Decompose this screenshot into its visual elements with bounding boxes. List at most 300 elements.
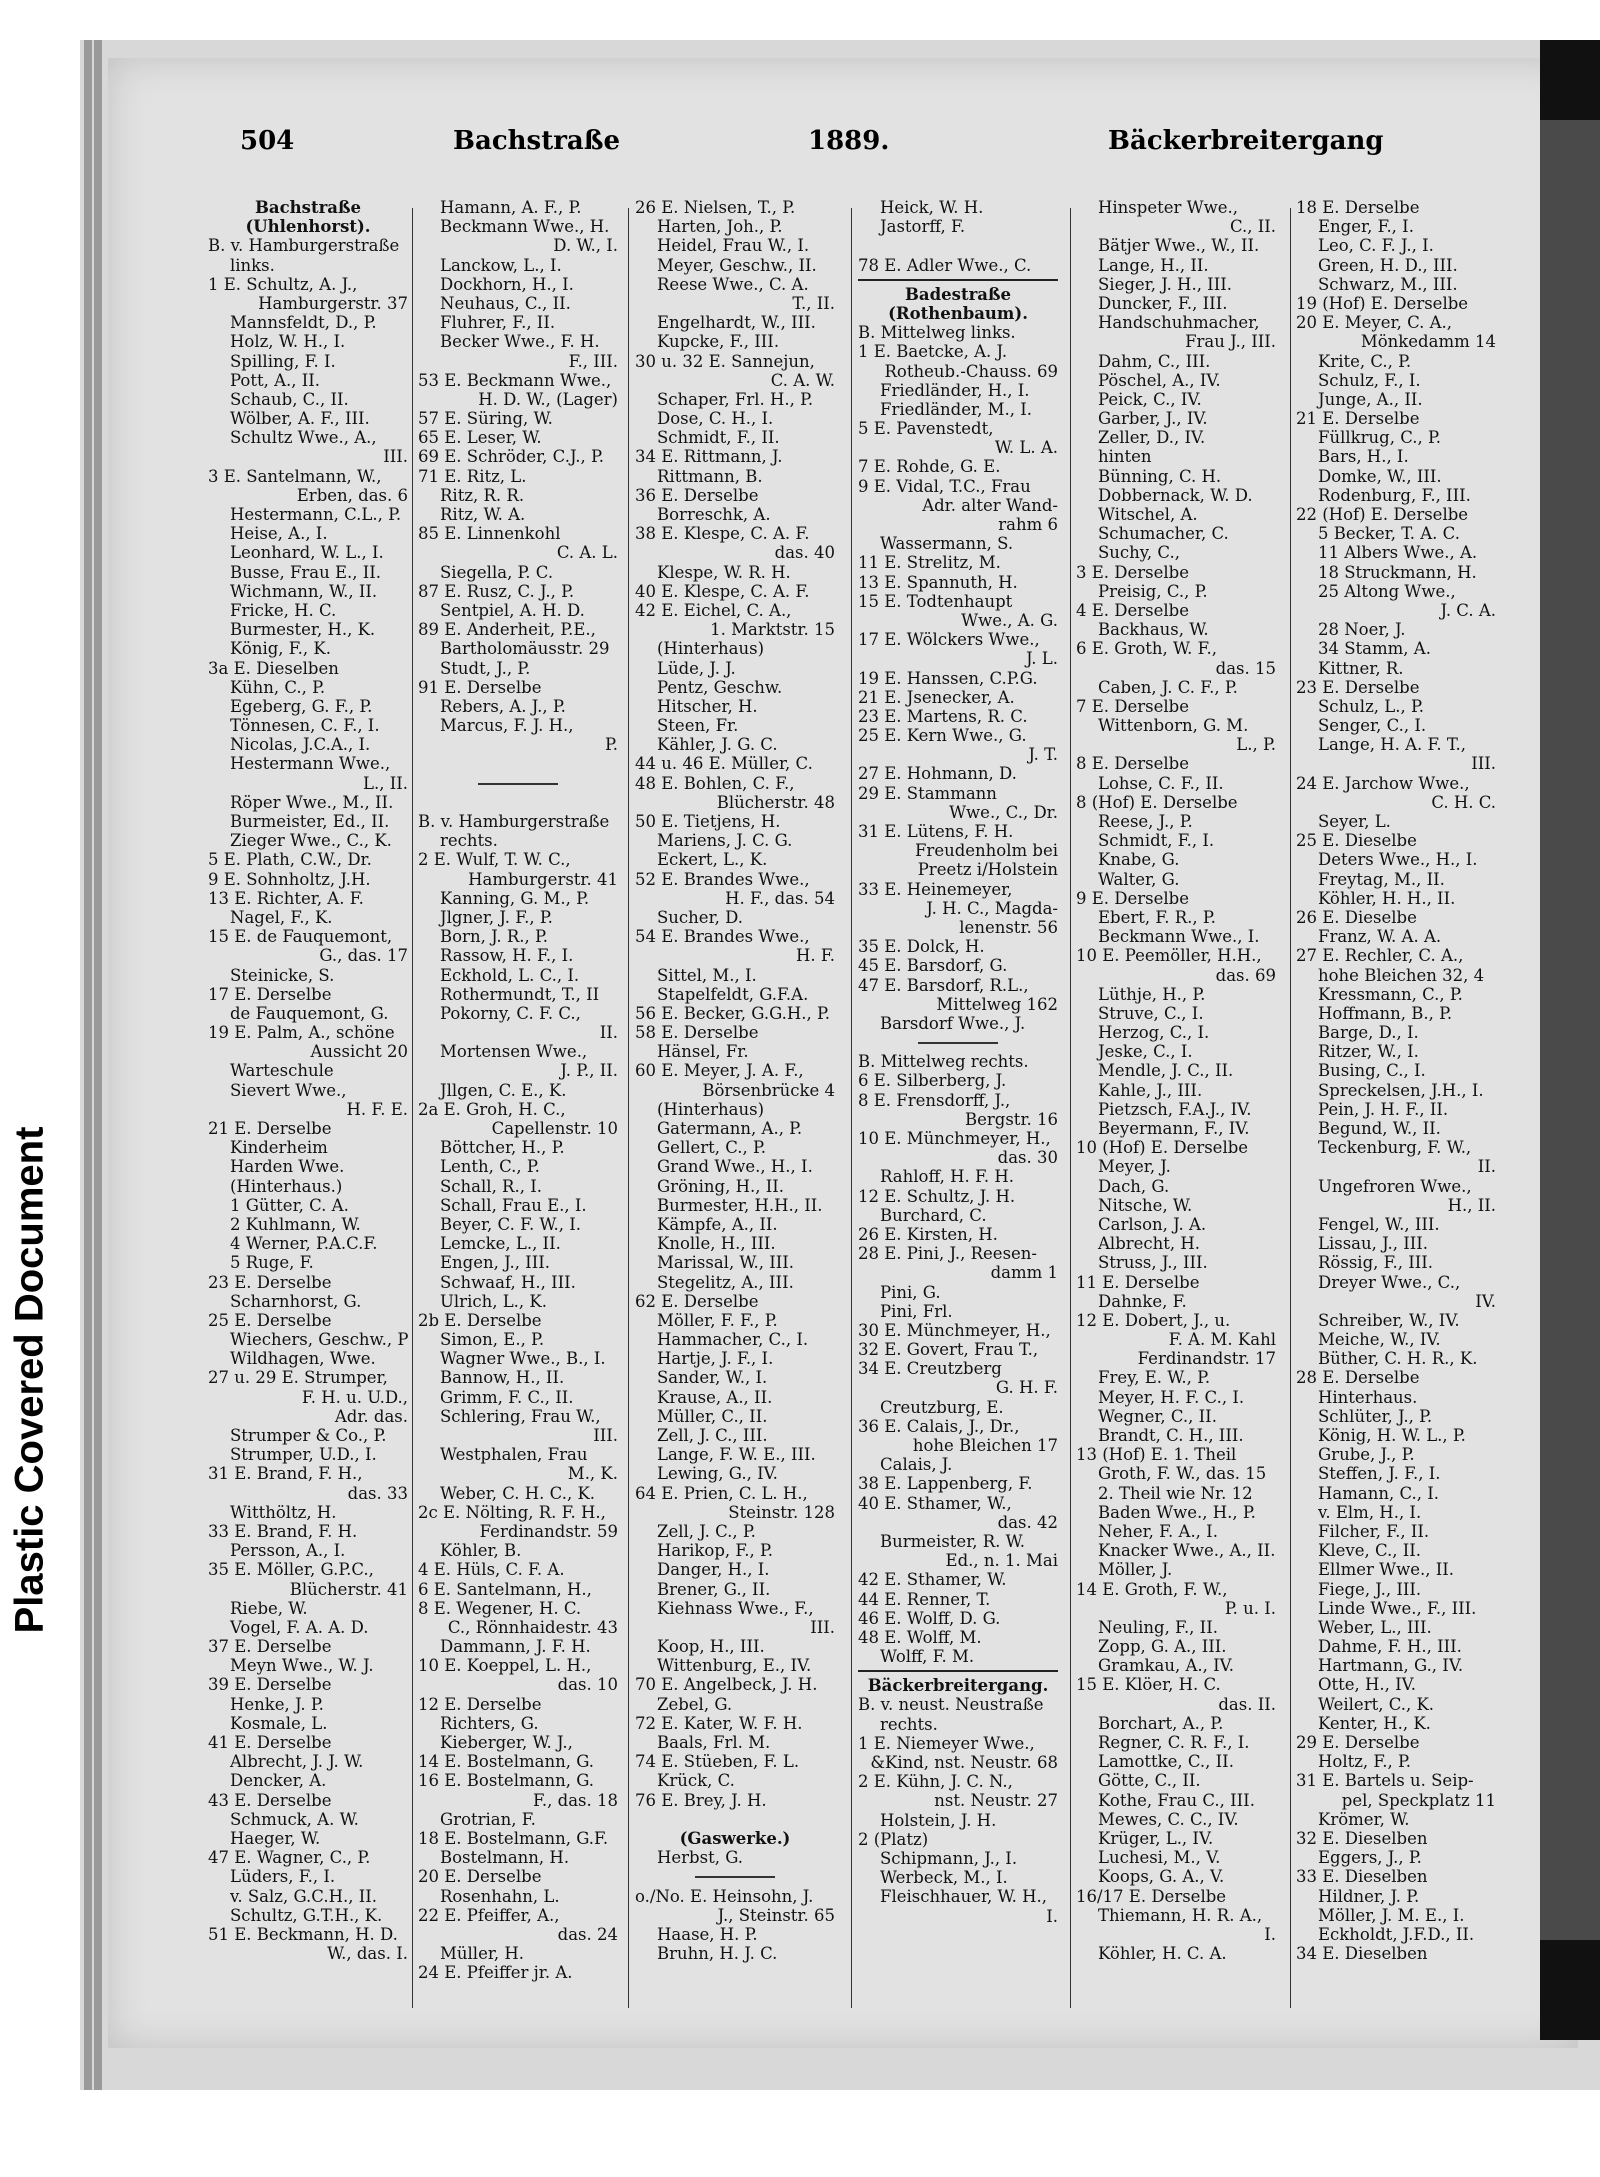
directory-line: Weber, C. H. C., K.: [440, 1483, 596, 1503]
directory-line: 78 E. Adler Wwe., C.: [858, 255, 1032, 275]
directory-line: Albrecht, H.: [1098, 1234, 1201, 1254]
directory-line: 34 E. Creutzberg: [858, 1359, 1002, 1379]
directory-line: 6 E. Silberberg, J.: [858, 1071, 1007, 1091]
directory-line: Dahme, F. H., III.: [1318, 1637, 1462, 1657]
directory-line: Krause, A., II.: [657, 1387, 773, 1407]
directory-line: Grotrian, F.: [440, 1809, 536, 1829]
directory-line: Otte, H., IV.: [1318, 1675, 1416, 1695]
directory-line: 29 E. Derselbe: [1296, 1733, 1420, 1752]
directory-line: Grube, J., P.: [1318, 1445, 1415, 1465]
section-divider: [858, 275, 1058, 285]
directory-line: Eckholdt, J.F.D., II.: [1318, 1924, 1475, 1944]
directory-line: Beckmann Wwe., H.: [440, 217, 610, 237]
directory-line: Stapelfeldt, G.F.A.: [657, 984, 809, 1004]
page-edge: [84, 40, 92, 2090]
directory-line: Blücherstr. 41: [289, 1579, 408, 1599]
directory-line: Lewing, G., IV.: [657, 1464, 778, 1484]
directory-line: Filcher, F., II.: [1318, 1521, 1430, 1541]
directory-line: &Kind, nst. Neustr. 68: [870, 1753, 1058, 1772]
directory-line: lenenstr. 56: [959, 917, 1058, 937]
directory-line: Schultz, G.T.H., K.: [230, 1905, 383, 1925]
directory-line: Brener, G., II.: [657, 1579, 771, 1599]
directory-line: Ed., n. 1. Mai: [945, 1551, 1058, 1571]
directory-line: J. T.: [1028, 745, 1058, 765]
directory-line: 3 E. Derselbe: [1076, 562, 1189, 582]
directory-line: 2. Theil wie Nr. 12: [1098, 1483, 1253, 1503]
directory-line: Jlgner, J. F., P.: [440, 907, 553, 927]
directory-line: Wildhagen, Wwe.: [230, 1349, 376, 1369]
directory-line: Hestermann Wwe.,: [230, 754, 391, 774]
directory-line: Steinicke, S.: [230, 965, 335, 985]
directory-line: Bars, H., I.: [1318, 447, 1409, 467]
directory-line: 42 E. Sthamer, W.: [858, 1570, 1007, 1590]
directory-line: 48 E. Wolff, M.: [858, 1627, 982, 1647]
directory-line: 10 E. Münchmeyer, H.,: [858, 1129, 1051, 1148]
directory-line: Strumper & Co., P.: [230, 1426, 387, 1445]
directory-line: hinten: [1098, 447, 1152, 467]
directory-line: 71 E. Ritz, L.: [418, 466, 527, 486]
directory-line: Dahm, C., III.: [1098, 351, 1211, 371]
directory-line: 51 E. Beckmann, H. D.: [208, 1924, 398, 1944]
directory-line: Bergstr. 16: [965, 1109, 1058, 1129]
directory-line: Ulrich, L., K.: [440, 1291, 547, 1311]
directory-line: 52 E. Brandes Wwe.,: [635, 869, 810, 889]
directory-line: 27 E. Rechler, C. A.,: [1296, 946, 1464, 966]
directory-line: Schall, R., I.: [440, 1176, 542, 1196]
directory-line: Möller, J. M. E., I.: [1318, 1905, 1465, 1925]
directory-line: 65 E. Leser, W.: [418, 428, 542, 448]
directory-line: I.: [1264, 1924, 1276, 1944]
directory-line: 1. Marktstr. 15: [710, 620, 835, 640]
directory-line: 89 E. Anderheit, P.E.,: [418, 620, 596, 640]
directory-line: Green, H. D., III.: [1318, 255, 1458, 275]
directory-line: Domke, W., III.: [1318, 466, 1442, 486]
directory-line: Freytag, M., II.: [1318, 869, 1445, 889]
directory-line: Krömer, W.: [1318, 1809, 1410, 1829]
scan-border: [1540, 40, 1600, 2040]
directory-line: 10 (Hof) E. Derselbe: [1076, 1138, 1249, 1158]
directory-line: Eggers, J., P.: [1318, 1848, 1422, 1868]
directory-line: J. P., II.: [560, 1061, 618, 1081]
directory-line: Reese Wwe., C. A.: [657, 274, 809, 294]
directory-line: Marcus, F. J. H.,: [440, 716, 574, 736]
directory-line: 60 E. Meyer, J. A. F.,: [635, 1061, 804, 1081]
directory-line: Dobbernack, W. D.: [1098, 485, 1253, 505]
directory-line: Fengel, W., III.: [1318, 1214, 1440, 1234]
directory-line: Zopp, G. A., III.: [1098, 1637, 1227, 1657]
directory-line: 24 E. Pfeiffer jr. A.: [418, 1963, 573, 1983]
directory-line: 19 (Hof) E. Derselbe: [1296, 293, 1469, 313]
directory-line: Bartholomäusstr. 29: [440, 639, 610, 659]
directory-line: 10 E. Peemöller, H.H.,: [1076, 946, 1262, 966]
directory-line: 7 E. Derselbe: [1076, 696, 1189, 716]
directory-line: (Hinterhaus): [657, 639, 765, 659]
directory-line: 29 E. Stammann: [858, 783, 997, 803]
directory-line: C. A. L.: [556, 543, 618, 563]
directory-line: 56 E. Becker, G.G.H., P.: [635, 1003, 831, 1023]
directory-line: Vogel, F. A. A. D.: [230, 1617, 369, 1637]
directory-line: 3a E. Dieselben: [208, 658, 339, 678]
directory-line: B. v. Hamburgerstraße: [418, 812, 610, 831]
directory-column-4: [858, 198, 1058, 1926]
directory-line: 15 E. Todtenhaupt: [858, 591, 1013, 611]
directory-line: Ritzer, W., I.: [1318, 1042, 1419, 1062]
directory-line: Schmidt, F., I.: [1098, 831, 1215, 851]
directory-line: Hamann, A. F., P.: [440, 198, 582, 217]
directory-line: 14 E. Bostelmann, G.: [418, 1752, 595, 1772]
directory-line: 30 E. Münchmeyer, H.,: [858, 1320, 1051, 1340]
directory-line: 53 E. Beckmann Wwe.,: [418, 370, 612, 390]
directory-line: Heise, A., I.: [230, 524, 328, 544]
directory-line: F. H. u. U.D.,: [301, 1387, 408, 1407]
directory-line: C. A. W.: [770, 370, 835, 390]
directory-line: Zebel, G.: [657, 1694, 733, 1714]
directory-line: Hildner, J. P.: [1318, 1886, 1420, 1906]
directory-line: 30 u. 32 E. Sannejun,: [635, 351, 815, 371]
directory-line: Rothermundt, T., II: [440, 984, 600, 1004]
directory-line: Marissal, W., III.: [657, 1253, 795, 1273]
directory-line: Fleischhauer, W. H.,: [880, 1887, 1047, 1907]
directory-line: das. 40: [774, 543, 835, 563]
directory-line: P. u. I.: [1224, 1598, 1276, 1618]
directory-line: 31 E. Bartels u. Seip-: [1296, 1771, 1474, 1791]
directory-line: 8 E. Wegener, H. C.: [418, 1598, 582, 1618]
directory-line: Rodenburg, F., III.: [1318, 485, 1471, 505]
directory-line: 36 E. Calais, J., Dr.,: [858, 1416, 1020, 1436]
directory-line: Neuling, F., II.: [1098, 1617, 1218, 1637]
directory-line: 18 E. Derselbe: [1296, 198, 1420, 217]
directory-line: Carlson, J. A.: [1098, 1214, 1207, 1234]
directory-line: Calais, J.: [880, 1455, 953, 1475]
directory-line: 57 E. Süring, W.: [418, 409, 553, 429]
directory-line: B. Mittelweg rechts.: [858, 1052, 1029, 1072]
directory-line: Caben, J. C. F., P.: [1098, 677, 1238, 697]
directory-line: Studt, J., P.: [440, 658, 531, 678]
directory-line: 22 E. Pfeiffer, A.,: [418, 1905, 560, 1925]
directory-line: das. 24: [557, 1924, 618, 1944]
directory-line: Born, J. R., P.: [440, 927, 549, 947]
directory-line: Baals, Frl. M.: [657, 1733, 771, 1752]
directory-line: Pini, Frl.: [880, 1301, 953, 1321]
directory-line: Wagner Wwe., B., I.: [440, 1349, 606, 1369]
directory-line: Köhler, B.: [440, 1541, 522, 1561]
directory-line: H. F. E.: [346, 1099, 408, 1119]
directory-line: Grand Wwe., H., I.: [657, 1157, 813, 1177]
directory-line: Steen, Fr.: [657, 716, 739, 736]
directory-line: 12 E. Dobert, J., u.: [1076, 1310, 1231, 1330]
directory-line: Barsdorf Wwe., J.: [880, 1013, 1026, 1033]
directory-line: 69 E. Schröder, C.J., P.: [418, 447, 605, 467]
directory-line: 23 E. Derselbe: [208, 1272, 332, 1292]
directory-line: 16 E. Bostelmann, G.: [418, 1771, 595, 1791]
directory-line: Schlüter, J., P.: [1318, 1406, 1433, 1426]
directory-line: 2 E. Kühn, J. C. N.,: [858, 1772, 1013, 1792]
directory-line: Gatermann, A., P.: [657, 1119, 803, 1138]
directory-line: 19 E. Palm, A., schöne: [208, 1023, 395, 1043]
directory-line: Fluhrer, F., II.: [440, 313, 556, 333]
directory-line: Witschel, A.: [1098, 505, 1198, 524]
directory-line: Dockhorn, H., I.: [440, 274, 574, 294]
directory-line: Nitsche, W.: [1098, 1195, 1193, 1215]
directory-line: rahm 6: [998, 515, 1058, 534]
directory-line: Burmester, H.H., II.: [657, 1195, 823, 1215]
directory-line: Schmuck, A. W.: [230, 1809, 359, 1829]
directory-line: II.: [599, 1023, 618, 1043]
directory-line: 15 E. Klöer, H. C.: [1076, 1675, 1221, 1695]
directory-line: hohe Bleichen 17: [912, 1436, 1058, 1455]
directory-line: 23 E. Martens, R. C.: [858, 706, 1028, 726]
directory-line: Rassow, H. F., I.: [440, 946, 574, 966]
directory-line: Beyer, C. F. W., I.: [440, 1214, 582, 1234]
directory-line: 38 E. Lappenberg, F.: [858, 1474, 1033, 1494]
directory-line: 25 E. Dieselbe: [1296, 831, 1417, 851]
directory-line: 40 E. Sthamer, W.,: [858, 1493, 1012, 1513]
directory-line: Scharnhorst, G.: [230, 1291, 362, 1311]
directory-line: 2b E. Derselbe: [418, 1310, 542, 1330]
directory-line: Egeberg, G. F., P.: [230, 696, 373, 716]
directory-line: Hänsel, Fr.: [657, 1042, 749, 1062]
directory-page: [108, 58, 1578, 2048]
directory-line: Brandt, C. H., III.: [1098, 1426, 1244, 1445]
directory-line: Knolle, H., III.: [657, 1234, 776, 1254]
directory-line: Koops, G. A., V.: [1098, 1867, 1225, 1887]
page-edge: [94, 40, 102, 2090]
directory-line: Wichmann, W., II.: [230, 581, 378, 601]
directory-line: Kahle, J., III.: [1098, 1080, 1203, 1100]
directory-line: Weilert, C., K.: [1318, 1694, 1435, 1714]
directory-line: 6 E. Santelmann, H.,: [418, 1579, 592, 1599]
directory-line: 34 E. Rittmann, J.: [635, 447, 783, 467]
directory-line: Sievert Wwe.,: [230, 1080, 347, 1100]
directory-line: Baden Wwe., H., P.: [1098, 1502, 1256, 1522]
section-divider: [858, 1666, 1058, 1676]
directory-line: 46 E. Wolff, D. G.: [858, 1608, 1001, 1628]
directory-line: 85 E. Linnenkohl: [418, 524, 561, 544]
directory-line: J., Steinstr. 65: [717, 1905, 835, 1925]
sidebar-label: [0, 1030, 60, 1730]
directory-line: Rosenhahn, L.: [440, 1886, 560, 1906]
directory-line: Köhler, H. C. A.: [1098, 1944, 1227, 1964]
directory-line: 32 E. Govert, Frau T.,: [858, 1340, 1039, 1360]
directory-line: 35 E. Dolck, H.: [858, 937, 985, 957]
directory-line: 35 E. Möller, G.P.C.,: [208, 1560, 374, 1580]
directory-line: C., II.: [1229, 217, 1276, 237]
directory-line: Pietzsch, F.A.J., IV.: [1098, 1099, 1252, 1119]
directory-line: 4 Werner, P.A.C.F.: [230, 1234, 378, 1254]
directory-line: Hitscher, H.: [657, 696, 758, 716]
directory-line: 8 E. Derselbe: [1076, 754, 1189, 774]
directory-line: 11 Albers Wwe., A.: [1318, 543, 1478, 563]
directory-line: Warteschule: [230, 1061, 334, 1081]
directory-line: Mortensen Wwe.,: [440, 1042, 588, 1062]
directory-column-2: [418, 198, 618, 1982]
directory-line: Wwe., C., Dr.: [949, 802, 1058, 822]
directory-line: 48 E. Bohlen, C. F.,: [635, 773, 795, 793]
directory-line: Struve, C., I.: [1098, 1003, 1204, 1023]
directory-line: Teckenburg, F. W.,: [1318, 1138, 1472, 1158]
directory-line: Jeske, C., I.: [1098, 1042, 1193, 1062]
directory-line: Klespe, W. R. H.: [657, 562, 791, 582]
directory-line: Meyer, J.: [1098, 1157, 1171, 1177]
directory-line: (Hinterhaus): [657, 1099, 765, 1119]
directory-line: 5 E. Plath, C.W., Dr.: [208, 850, 372, 870]
directory-line: Nicolas, J.C.A., I.: [230, 735, 371, 755]
directory-line: 33 E. Dieselben: [1296, 1867, 1428, 1887]
directory-line: Kittner, R.: [1318, 658, 1404, 678]
directory-line: Thiemann, H. R. A.,: [1098, 1905, 1263, 1925]
directory-line: Linde Wwe., F., III.: [1318, 1598, 1477, 1618]
directory-line: Adr. alter Wand-: [922, 495, 1058, 515]
directory-line: Regner, C. R. F., I.: [1098, 1733, 1250, 1752]
directory-line: Schumacher, C.: [1098, 524, 1229, 544]
directory-line: Zeller, D., IV.: [1098, 428, 1206, 448]
directory-line: 33 E. Brand, F. H.: [208, 1521, 358, 1541]
directory-line: J. C. A.: [1440, 600, 1496, 620]
directory-line: 22 (Hof) E. Derselbe: [1296, 505, 1469, 524]
directory-line: 26 E. Dieselbe: [1296, 907, 1417, 927]
directory-line: C. H. C.: [1431, 792, 1496, 812]
directory-line: das. 10: [557, 1675, 618, 1695]
directory-line: Hamburgerstr. 37: [258, 293, 408, 313]
directory-line: Lüders, F., I.: [230, 1867, 336, 1887]
directory-line: Lamottke, C., II.: [1098, 1752, 1234, 1772]
directory-line: Dammann, J. F. H.: [440, 1637, 591, 1657]
directory-line: 32 E. Dieselben: [1296, 1828, 1428, 1848]
directory-line: W., das. I.: [327, 1944, 408, 1964]
directory-line: F., das. 18: [533, 1790, 618, 1810]
directory-line: Bostelmann, H.: [440, 1848, 570, 1868]
directory-line: Burmester, H., K.: [230, 620, 376, 640]
directory-line: 16/17 E. Derselbe: [1076, 1886, 1227, 1906]
directory-line: Bünning, C. H.: [1098, 466, 1222, 486]
directory-line: Holz, W. H., I.: [230, 332, 346, 352]
directory-line: Kiehnass Wwe., F.,: [657, 1598, 814, 1618]
directory-line: 40 E. Klespe, C. A. F.: [635, 581, 810, 601]
directory-line: B. v. Hamburgerstraße: [208, 236, 400, 256]
page-number: 504: [240, 126, 295, 156]
directory-line: III.: [593, 1426, 618, 1445]
column-rule: [1290, 208, 1291, 2008]
directory-line: 20 E. Meyer, C. A.,: [1296, 313, 1453, 333]
section-divider: [418, 774, 618, 793]
directory-line: III.: [1471, 754, 1496, 774]
column-rule: [412, 208, 413, 2008]
directory-line: Burmeister, R. W.: [880, 1531, 1025, 1551]
directory-line: 7 E. Rohde, G. E.: [858, 457, 1001, 477]
directory-line: Mönkedamm 14: [1360, 332, 1496, 352]
directory-line: Begund, W., II.: [1318, 1119, 1441, 1138]
left-running-title: Bachstraße: [453, 126, 621, 156]
directory-line: 25 E. Kern Wwe., G.: [858, 726, 1027, 746]
directory-line: Lenth, C., P.: [440, 1157, 540, 1177]
directory-line: 34 E. Dieselben: [1296, 1944, 1428, 1964]
directory-line: P.: [604, 735, 618, 755]
directory-line: das. 15: [1215, 658, 1276, 678]
directory-line: 2a E. Groh, H. C.,: [418, 1099, 566, 1119]
directory-line: 1 E. Baetcke, A. J.: [858, 342, 1008, 362]
page-header: [108, 126, 1578, 166]
directory-column-6: [1296, 198, 1496, 1963]
directory-line: Dencker, A.: [230, 1771, 327, 1791]
directory-line: 36 E. Derselbe: [635, 485, 759, 505]
directory-line: 25 Altong Wwe.,: [1318, 581, 1456, 601]
directory-line: Steffen, J. F., I.: [1318, 1464, 1441, 1484]
directory-line: 43 E. Derselbe: [208, 1790, 332, 1810]
directory-line: 21 E. Derselbe: [1296, 409, 1420, 429]
directory-line: H. F.: [795, 946, 835, 966]
book-scan: [80, 40, 1600, 2090]
directory-line: Siegella, P. C.: [440, 562, 554, 582]
directory-line: Rotheub.-Chauss. 69: [884, 361, 1058, 381]
directory-line: Rahloff, H. F. H.: [880, 1167, 1014, 1187]
directory-line: Zieger Wwe., C., K.: [230, 831, 392, 851]
street-heading: (Uhlenhorst).: [245, 217, 371, 237]
directory-line: 27 u. 29 E. Strumper,: [208, 1368, 388, 1388]
street-heading: Bäckerbreitergang.: [867, 1676, 1049, 1696]
directory-line: 12 E. Derselbe: [418, 1694, 542, 1714]
directory-line: Deters Wwe., H., I.: [1318, 850, 1478, 870]
directory-line: Eckhold, L. C., I.: [440, 965, 580, 985]
directory-line: das. 42: [997, 1512, 1058, 1532]
directory-line: Meyer, Geschw., II.: [657, 255, 817, 275]
directory-line: Lange, H. A. F. T.,: [1318, 735, 1466, 755]
directory-line: 21 E. Jsenecker, A.: [858, 687, 1015, 707]
directory-line: F. A. M. Kahl: [1168, 1330, 1276, 1350]
directory-line: 4 E. Hüls, C. F. A.: [418, 1560, 565, 1580]
directory-line: Knacker Wwe., A., II.: [1098, 1541, 1276, 1561]
directory-line: Riebe, W.: [230, 1598, 308, 1618]
directory-line: 5 Ruge, F.: [230, 1253, 314, 1273]
directory-line: Preetz i/Holstein: [917, 860, 1058, 880]
directory-line: Kieberger, W. J.,: [440, 1733, 573, 1752]
directory-line: 14 E. Groth, F. W.,: [1076, 1579, 1228, 1599]
directory-line: Reese, J., P.: [1098, 812, 1193, 831]
directory-line: Jllgen, C. E., K.: [440, 1080, 567, 1100]
directory-line: Becker Wwe., F. H.: [440, 332, 600, 352]
directory-line: Herbst, G.: [657, 1848, 744, 1868]
directory-line: Schmidt, F., II.: [657, 428, 780, 448]
directory-line: Köhler, H. H., II.: [1318, 888, 1456, 908]
directory-line: Peick, C., IV.: [1098, 389, 1202, 409]
directory-line: Hoffmann, B., P.: [1318, 1003, 1453, 1023]
directory-line: 2 (Platz): [858, 1829, 929, 1849]
directory-line: 5 Becker, T. A. C.: [1318, 524, 1460, 544]
directory-line: v. Salz, G.C.H., II.: [230, 1886, 377, 1906]
directory-line: 38 E. Klespe, C. A. F.: [635, 524, 810, 544]
directory-line: hohe Bleichen 32, 4: [1318, 965, 1485, 985]
directory-line: 13 (Hof) E. 1. Theil: [1076, 1445, 1237, 1465]
directory-line: D. W., I.: [553, 236, 618, 256]
directory-line: Müller, H.: [440, 1944, 525, 1964]
directory-line: Böttcher, H., P.: [440, 1138, 565, 1158]
directory-line: Bätjer Wwe., W., II.: [1098, 236, 1260, 256]
directory-line: Wölber, A. F., III.: [230, 409, 370, 429]
directory-line: Hamburgerstr. 41: [468, 869, 618, 889]
directory-line: 47 E. Wagner, C., P.: [208, 1848, 371, 1868]
directory-line: 74 E. Stüeben, F. L.: [635, 1752, 800, 1772]
directory-line: Rössig, F., III.: [1318, 1253, 1434, 1273]
directory-line: Stegelitz, A., III.: [657, 1272, 794, 1292]
directory-line: Creutzburg, E.: [880, 1397, 1004, 1417]
directory-line: Lissau, J., III.: [1318, 1234, 1428, 1254]
street-heading: Bachstraße: [254, 198, 361, 217]
directory-line: M., K.: [567, 1464, 618, 1484]
directory-line: Struss, J., III.: [1098, 1253, 1208, 1273]
directory-line: Schulz, F., I.: [1318, 370, 1421, 390]
directory-line: Schreiber, W., IV.: [1318, 1310, 1460, 1330]
directory-line: Harikop, F., P.: [657, 1541, 773, 1561]
directory-line: 70 E. Angelbeck, J. H.: [635, 1675, 818, 1695]
